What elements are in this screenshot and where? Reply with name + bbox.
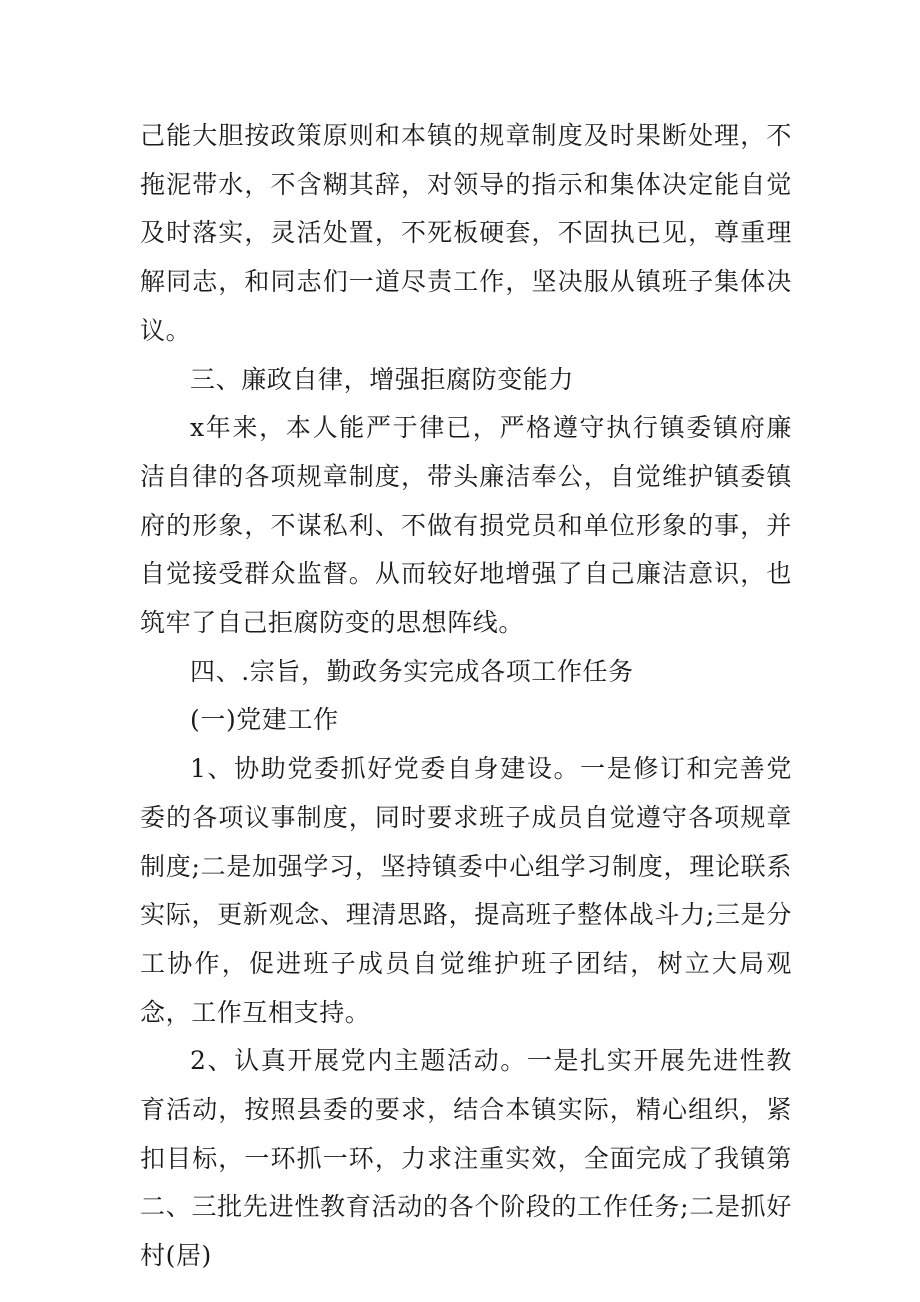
paragraph-integrity: x年来，本人能严于律已，严格遵守执行镇委镇府廉洁自律的各项规章制度，带头廉洁奉公，自觉维护镇委镇府的形象，不谋私利、不做有损党员和单位形象的事，并自觉接受群众监督。从而较好地增强了自己廉洁意识，也筑牢了自己拒腐防变的思想阵线。	[140, 413, 792, 638]
document-body	[140, 112, 792, 1281]
paragraph-item-1: 1、协助党委抓好党委自身建设。一是修订和完善党委的各项议事制度，同时要求班子成员自觉遵守各项规章制度;二是加强学习，坚持镇委中心组学习制度，理论联系实际，更新观念、理清思路，提高班子整体战斗力;三是分工协作，促进班子成员自觉维护班子团结，树立大局观念，工作互相支持。	[140, 754, 792, 1027]
section-heading-4: 四、.宗旨，勤政务实完成各项工作任务	[190, 656, 634, 686]
paragraph-item-2: 2、认真开展党内主题活动。一是扎实开展先进性教育活动，按照县委的要求，结合本镇实际，精心组织，紧扣目标，一环抓一环，力求注重实效，全面完成了我镇第二、三批先进性教育活动的各个阶段的工作任务;二是抓好村(居)	[140, 1046, 792, 1271]
section-heading-3: 三、廉政自律，增强拒腐防变能力	[190, 364, 575, 394]
subsection-heading-party-building: (一)党建工作	[190, 705, 339, 735]
paragraph-continuation: 己能大胆按政策原则和本镇的规章制度及时果断处理，不拖泥带水，不含糊其辞，对领导的指示和集体决定能自觉及时落实，灵活处置，不死板硬套，不固执已见，尊重理解同志，和同志们一道尽责工作，坚决服从镇班子集体决议。	[140, 121, 792, 345]
